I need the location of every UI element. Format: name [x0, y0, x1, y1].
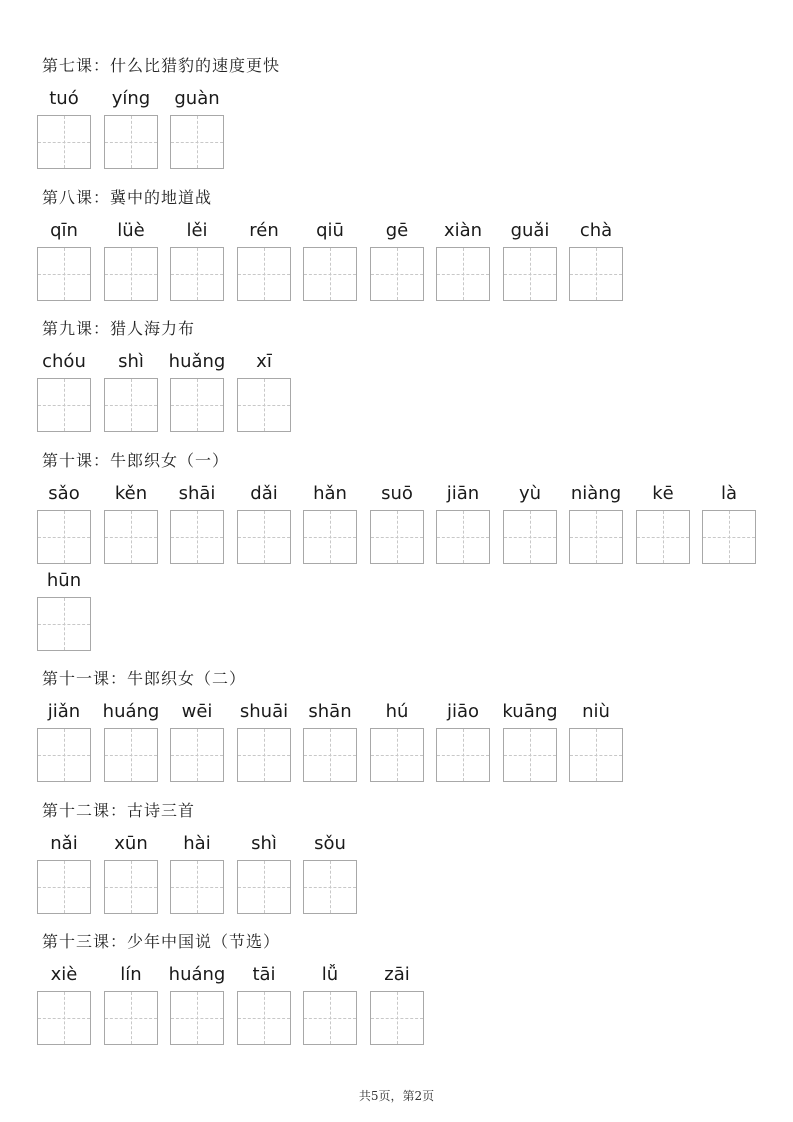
lesson-title: 第七课：什么比猎豹的速度更快: [42, 56, 281, 75]
tianzige-writing-box[interactable]: [569, 247, 623, 301]
box-guide-vertical: [197, 992, 198, 1044]
box-guide-vertical: [330, 729, 331, 781]
pinyin-label: wēi: [181, 701, 213, 722]
tianzige-writing-box[interactable]: [436, 247, 490, 301]
tianzige-writing-box[interactable]: [104, 378, 158, 432]
pinyin-label: yíng: [111, 88, 151, 109]
box-guide-vertical: [264, 379, 265, 431]
tianzige-writing-box[interactable]: [436, 728, 490, 782]
pinyin-label: sǎo: [48, 483, 80, 504]
pinyin-label: jiāo: [446, 701, 480, 722]
box-guide-vertical: [330, 511, 331, 563]
box-guide-vertical: [663, 511, 664, 563]
tianzige-writing-box[interactable]: [170, 860, 224, 914]
pinyin-label: chóu: [42, 351, 86, 372]
box-guide-vertical: [131, 248, 132, 300]
box-guide-vertical: [64, 379, 65, 431]
box-guide-vertical: [330, 992, 331, 1044]
tianzige-writing-box[interactable]: [303, 247, 357, 301]
tianzige-writing-box[interactable]: [37, 378, 91, 432]
pinyin-label: suō: [381, 483, 413, 504]
pinyin-label: lín: [120, 964, 142, 985]
tianzige-writing-box[interactable]: [436, 510, 490, 564]
box-guide-vertical: [330, 248, 331, 300]
pinyin-label: hǎn: [313, 483, 347, 504]
pinyin-label: tuó: [49, 88, 79, 109]
box-guide-vertical: [596, 511, 597, 563]
box-guide-vertical: [596, 729, 597, 781]
pinyin-label: rén: [249, 220, 279, 241]
tianzige-writing-box[interactable]: [503, 510, 557, 564]
tianzige-writing-box[interactable]: [170, 728, 224, 782]
tianzige-writing-box[interactable]: [37, 115, 91, 169]
pinyin-label: tāi: [252, 964, 276, 985]
box-guide-vertical: [463, 729, 464, 781]
lesson-title: 第十课：牛郎织女（一）: [42, 451, 230, 470]
box-guide-vertical: [64, 511, 65, 563]
pinyin-label: chà: [579, 220, 613, 241]
tianzige-writing-box[interactable]: [303, 860, 357, 914]
pinyin-label: zāi: [384, 964, 410, 985]
pinyin-label: niù: [582, 701, 610, 722]
tianzige-writing-box[interactable]: [503, 728, 557, 782]
tianzige-writing-box[interactable]: [104, 991, 158, 1045]
lesson-title: 第十三课：少年中国说（节选）: [42, 932, 281, 951]
box-guide-vertical: [197, 861, 198, 913]
tianzige-writing-box[interactable]: [237, 510, 291, 564]
tianzige-writing-box[interactable]: [370, 510, 424, 564]
box-guide-vertical: [397, 992, 398, 1044]
box-guide-vertical: [64, 598, 65, 650]
box-guide-vertical: [197, 379, 198, 431]
pinyin-label: lüè: [117, 220, 145, 241]
tianzige-writing-box[interactable]: [370, 728, 424, 782]
pinyin-label: yù: [518, 483, 542, 504]
box-guide-vertical: [131, 511, 132, 563]
pinyin-label: niàng: [570, 483, 622, 504]
tianzige-writing-box[interactable]: [170, 991, 224, 1045]
lesson-title: 第八课：冀中的地道战: [42, 188, 213, 207]
tianzige-writing-box[interactable]: [104, 247, 158, 301]
lesson-title: 第十一课：牛郎织女（二）: [42, 669, 247, 688]
pinyin-label: xī: [256, 351, 272, 372]
pinyin-label: lǚ: [321, 964, 339, 985]
page-footer: 共5页，第2页: [358, 1089, 435, 1103]
box-guide-vertical: [64, 861, 65, 913]
tianzige-writing-box[interactable]: [237, 378, 291, 432]
box-guide-vertical: [397, 511, 398, 563]
pinyin-label: jiān: [446, 483, 480, 504]
pinyin-label: sǒu: [314, 833, 346, 854]
box-guide-vertical: [64, 248, 65, 300]
box-guide-vertical: [131, 729, 132, 781]
tianzige-writing-box[interactable]: [370, 991, 424, 1045]
tianzige-writing-box[interactable]: [636, 510, 690, 564]
tianzige-writing-box[interactable]: [37, 510, 91, 564]
pinyin-label: shāi: [178, 483, 216, 504]
box-guide-vertical: [397, 248, 398, 300]
pinyin-label: huǎng: [168, 351, 226, 372]
tianzige-writing-box[interactable]: [104, 510, 158, 564]
box-guide-vertical: [397, 729, 398, 781]
tianzige-writing-box[interactable]: [170, 247, 224, 301]
tianzige-writing-box[interactable]: [303, 728, 357, 782]
pinyin-label: shì: [118, 351, 144, 372]
box-guide-vertical: [131, 992, 132, 1044]
tianzige-writing-box[interactable]: [237, 728, 291, 782]
tianzige-writing-box[interactable]: [303, 991, 357, 1045]
pinyin-label: huáng: [102, 701, 160, 722]
pinyin-label: kěn: [114, 483, 148, 504]
tianzige-writing-box[interactable]: [569, 728, 623, 782]
tianzige-writing-box[interactable]: [503, 247, 557, 301]
box-guide-vertical: [131, 861, 132, 913]
tianzige-writing-box[interactable]: [104, 115, 158, 169]
pinyin-label: kē: [652, 483, 674, 504]
box-guide-vertical: [131, 379, 132, 431]
tianzige-writing-box[interactable]: [104, 860, 158, 914]
box-guide-vertical: [197, 729, 198, 781]
pinyin-label: shuāi: [239, 701, 289, 722]
box-guide-vertical: [330, 861, 331, 913]
tianzige-writing-box[interactable]: [237, 247, 291, 301]
tianzige-writing-box[interactable]: [170, 115, 224, 169]
box-guide-vertical: [64, 729, 65, 781]
tianzige-writing-box[interactable]: [370, 247, 424, 301]
box-guide-vertical: [264, 248, 265, 300]
lesson-title: 第十二课：古诗三首: [42, 801, 196, 820]
tianzige-writing-box[interactable]: [37, 991, 91, 1045]
pinyin-label: xūn: [114, 833, 148, 854]
pinyin-label: shān: [308, 701, 352, 722]
box-guide-vertical: [264, 729, 265, 781]
pinyin-label: qīn: [50, 220, 78, 241]
pinyin-label: nǎi: [50, 833, 78, 854]
box-guide-vertical: [197, 248, 198, 300]
pinyin-label: xiàn: [443, 220, 483, 241]
tianzige-writing-box[interactable]: [569, 510, 623, 564]
pinyin-label: huáng: [168, 964, 226, 985]
pinyin-label: gē: [385, 220, 409, 241]
lesson-title: 第九课：猎人海力布: [42, 319, 196, 338]
tianzige-writing-box[interactable]: [170, 510, 224, 564]
tianzige-writing-box[interactable]: [37, 728, 91, 782]
box-guide-vertical: [264, 511, 265, 563]
pinyin-label: kuāng: [502, 701, 558, 722]
box-guide-vertical: [197, 116, 198, 168]
pinyin-label: dǎi: [250, 483, 278, 504]
tianzige-writing-box[interactable]: [303, 510, 357, 564]
box-guide-vertical: [596, 248, 597, 300]
box-guide-vertical: [64, 992, 65, 1044]
box-guide-vertical: [729, 511, 730, 563]
pinyin-label: lěi: [186, 220, 208, 241]
pinyin-label: hài: [183, 833, 211, 854]
box-guide-vertical: [463, 248, 464, 300]
pinyin-label: hú: [385, 701, 409, 722]
tianzige-writing-box[interactable]: [104, 728, 158, 782]
tianzige-writing-box[interactable]: [170, 378, 224, 432]
pinyin-label: là: [720, 483, 738, 504]
pinyin-label: xiè: [50, 964, 78, 985]
box-guide-vertical: [530, 511, 531, 563]
tianzige-writing-box[interactable]: [237, 991, 291, 1045]
pinyin-label: guǎi: [510, 220, 550, 241]
tianzige-writing-box[interactable]: [37, 247, 91, 301]
box-guide-vertical: [264, 992, 265, 1044]
box-guide-vertical: [463, 511, 464, 563]
tianzige-writing-box[interactable]: [37, 860, 91, 914]
box-guide-vertical: [64, 116, 65, 168]
box-guide-vertical: [530, 248, 531, 300]
box-guide-vertical: [264, 861, 265, 913]
pinyin-label: shì: [251, 833, 277, 854]
pinyin-label: hūn: [46, 570, 82, 591]
box-guide-vertical: [197, 511, 198, 563]
pinyin-label: guàn: [174, 88, 220, 109]
tianzige-writing-box[interactable]: [702, 510, 756, 564]
box-guide-vertical: [530, 729, 531, 781]
tianzige-writing-box[interactable]: [37, 597, 91, 651]
pinyin-label: jiǎn: [47, 701, 81, 722]
tianzige-writing-box[interactable]: [237, 860, 291, 914]
box-guide-vertical: [131, 116, 132, 168]
pinyin-label: qiū: [316, 220, 344, 241]
